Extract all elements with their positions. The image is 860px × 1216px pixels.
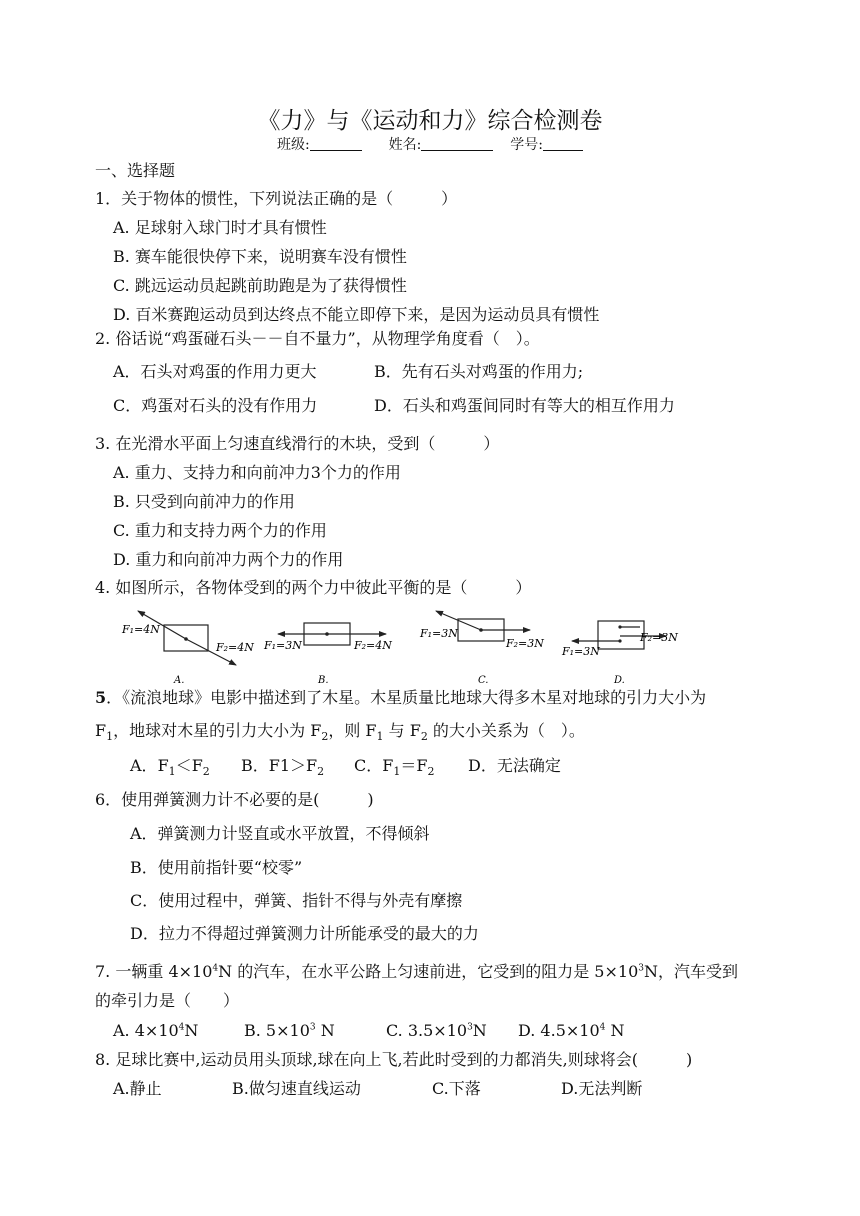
question-3-option-b: B. 只受到向前冲力的作用 (113, 492, 295, 511)
question-1-option-b: B. 赛车能很快停下来，说明赛车没有惯性 (113, 247, 407, 266)
question-5-option-b: B．$F1>F_2$ (241, 756, 325, 779)
question-7-option-b: B. $5\times 10^3$ N (244, 1021, 335, 1040)
page-title: 《力》与《运动和力》综合检测卷 (257, 108, 603, 134)
question-1-option-c: C. 跳远运动员起跳前助跑是为了获得惯性 (113, 276, 407, 295)
question-7-option-c: C. $3.5\times 10^3N$ (386, 1021, 487, 1040)
question-6-option-c: C．使用过程中，弹簧、指针不得与外壳有摩擦 (130, 891, 463, 910)
id-blank (543, 136, 583, 151)
student-info-line (0, 134, 860, 154)
class-blank (310, 136, 362, 151)
question-3-stem: 3. 在光滑水平面上匀速直线滑行的木块，受到（ ） (95, 434, 500, 453)
question-1-option-d: D. 百米赛跑运动员到达终点不能立即停下来，是因为运动员具有惯性 (113, 305, 600, 324)
diagram-c-f1-label: F₁=3N (420, 627, 458, 640)
question-4-stem: 4. 如图所示，各物体受到的两个力中彼此平衡的是（ ） (95, 578, 532, 597)
diagram-a-f1-label: F₁=4N (122, 623, 160, 636)
diagram-a (121, 611, 254, 686)
question-5-option-a: A．$F_1<F_2$ (130, 756, 210, 779)
question-7-option-d: D. $4.5\times 10^4$ N (518, 1021, 625, 1040)
diagram-c-label: C. (478, 675, 489, 686)
diagram-b-label: B. (318, 675, 329, 686)
question-5-stem-line-2: $F_1$，地球对木星的引力大小为 $F_2$，则 $F_1$ 与 $F_2$ 的大小关系为（ ）。 (95, 721, 585, 744)
question-6-option-d: D．拉力不得超过弹簧测力计所能承受的最大的力 (130, 924, 479, 943)
question-5-stem-line-1: 5．《流浪地球》电影中描述到了木星。木星质量比地球大得多木星对地球的引力大小为 (95, 688, 707, 707)
name-blank (421, 136, 493, 151)
question-5-option-c: C．$F_1=F_2$ (354, 756, 435, 779)
diagram-c (419, 611, 544, 686)
question-8-stem: 8. 足球比赛中,运动员用头顶球,球在向上飞,若此时受到的力都消失,则球将会( ) (95, 1050, 693, 1069)
question-2-option-a: A．石头对鸡蛋的作用力更大 (113, 362, 317, 381)
force-diagram-figure (118, 603, 688, 687)
question-6-option-a: A．弹簧测力计竖直或水平放置，不得倾斜 (130, 824, 430, 843)
question-8-option-d: D.无法判断 (561, 1079, 643, 1098)
question-7-stem-line-1: 7. 一辆重 $4\times 10^4N$ 的汽车，在水平公路上匀速前进，它受到的阻力是 $5\times 10^3N$，汽车受到 (95, 962, 738, 981)
question-3-option-a: A. 重力、支持力和向前冲力3个力的作用 (113, 463, 401, 482)
class-label: 班级: (277, 137, 310, 153)
section-heading: 一、选择题 (95, 161, 176, 180)
question-7-option-a: A. $4\times 10^4N$ (113, 1021, 199, 1040)
diagram-b-f2-label: F₂=4N (354, 639, 392, 652)
id-label: 学号: (510, 137, 543, 153)
question-1-option-a: A. 足球射入球门时才具有惯性 (113, 218, 327, 237)
question-6-stem: 6．使用弹簧测力计不必要的是( ) (95, 790, 374, 809)
diagram-d-f1-label: F₁=3N (562, 645, 600, 658)
diagram-a-f2-label: F₂=4N (216, 641, 254, 654)
question-5-option-d: D．无法确定 (468, 756, 561, 775)
question-6-option-b: B．使用前指针要“校零” (130, 858, 303, 877)
question-8-option-b: B.做匀速直线运动 (232, 1079, 361, 1098)
name-label: 姓名: (388, 137, 422, 153)
question-2-stem: 2. 俗话说“鸡蛋碰石头－－自不量力”，从物理学角度看（ ）。 (95, 329, 540, 348)
question-3-option-d: D. 重力和向前冲力两个力的作用 (113, 550, 344, 569)
diagram-c-f2-label: F₂=3N (506, 637, 544, 650)
question-3-option-c: C. 重力和支持力两个力的作用 (113, 521, 327, 540)
question-1-stem: 1．关于物体的惯性，下列说法正确的是（ ） (95, 189, 458, 208)
diagram-d-f2-label: F₂=3N (640, 631, 678, 644)
diagram-b-f1-label: F₁=3N (264, 639, 302, 652)
diagram-a-label: A. (174, 675, 185, 686)
question-7-stem-line-2: 的牵引力是（ ） (95, 991, 240, 1010)
question-2-option-c: C．鸡蛋对石头的没有作用力 (113, 396, 318, 415)
diagram-d-label: D. (614, 675, 625, 686)
diagram-d (561, 621, 678, 686)
diagram-b (263, 623, 392, 686)
question-8-option-a: A.静止 (113, 1079, 162, 1098)
question-2-option-b: B．先有石头对鸡蛋的作用力; (374, 362, 584, 381)
question-8-option-c: C.下落 (432, 1079, 481, 1098)
question-2-option-d: D．石头和鸡蛋间同时有等大的相互作用力 (374, 396, 675, 415)
